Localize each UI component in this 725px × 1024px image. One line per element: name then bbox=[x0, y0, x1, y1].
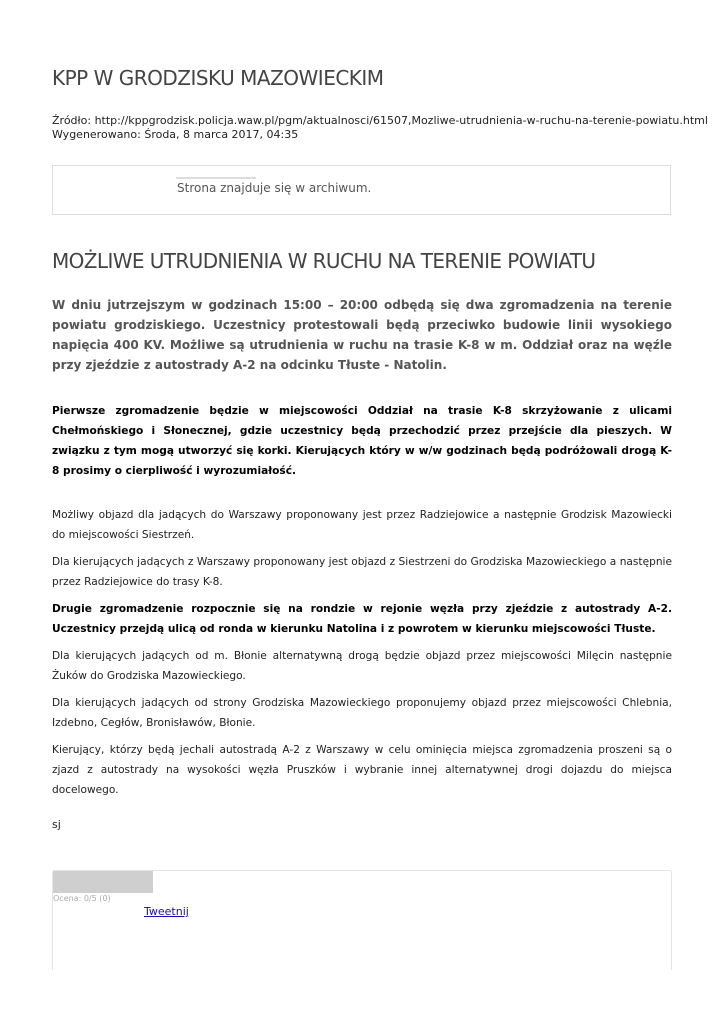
paragraph-5: Dla kierujących jadących od m. Błonie alternatywną drogą będzie objazd przez miejscowości Milęcin następnie Żuków do Grodziska Mazowieckiego. bbox=[52, 650, 672, 682]
archive-divider bbox=[176, 177, 256, 179]
paragraph-2: Możliwy objazd dla jadących do Warszawy proponowany jest przez Radziejowice a następnie Grodzisk Mazowiecki do miejscowości Siestrzeń. bbox=[52, 509, 672, 541]
generated-date: Wygenerowano: Środa, 8 marca 2017, 04:35 bbox=[52, 128, 299, 141]
rating-text: Ocena: 0/5 (0) bbox=[53, 894, 111, 903]
paragraph-6: Dla kierujących jadących od strony Grodziska Mazowieckiego proponujemy objazd przez miejscowości Chlebnia, Izdebno, Cegłów, Bronisławów, Błonie. bbox=[52, 697, 672, 729]
paragraph-3: Dla kierujących jadących z Warszawy proponowany jest objazd z Siestrzeni do Grodziska Mazowieckiego a następnie przez Radziejowice do trasy K-8. bbox=[52, 556, 672, 588]
paragraph-1: Pierwsze zgromadzenie będzie w miejscowości Oddział na trasie K-8 skrzyżowanie z ulicami Chełmońskiego i Słonecznej, gdzie uczestnicy będą przechodzić przez przejście dla pieszych. W związku z tym mogą utworzyć się korki. Kierujących który w w/w godzinach będą podróżowali drogą K-8 prosimy o cierpliwość i wyrozumiałość. bbox=[52, 405, 672, 477]
paragraph-4: Drugie zgromadzenie rozpocznie się na rondzie w rejonie węzła przy zjeździe z autostrady A-2. Uczestnicy przejdą ulicą od ronda w kierunku Natolina i z powrotem w kierunku miejscowości Tłuste. bbox=[52, 603, 672, 635]
site-title: KPP W GRODZISKU MAZOWIECKIM bbox=[52, 66, 384, 90]
author-signature: sj bbox=[52, 818, 61, 831]
paragraph-7: Kierujący, którzy będą jechali autostradą A-2 z Warszawy w celu ominięcia miejsca zgromadzenia proszeni są o zjazd z autostrady na wysokości węzła Pruszków i wybranie innej alternatywnej drogi dojazdu do miejsca docelowego. bbox=[52, 744, 672, 796]
article-lead: W dniu jutrzejszym w godzinach 15:00 – 20:00 odbędą się dwa zgromadzenia na terenie powiatu grodziskiego. Uczestnicy protestowali będą przeciwko budowie linii wysokiego napięcia 400 KV. Możliwe są utrudnienia w ruchu na trasie K-8 w m. Oddział oraz na węźle przy zjeździe z autostrady A-2 na odcinku Tłuste - Natolin. bbox=[52, 298, 672, 372]
article-title: MOŻLIWE UTRUDNIENIA W RUCHU NA TERENIE POWIATU bbox=[52, 249, 596, 273]
source-url: Źródło: http://kppgrodzisk.policja.waw.pl/pgm/aktualnosci/61507,Mozliwe-utrudnienia-w-ruchu-na-terenie-powiatu.html bbox=[52, 114, 708, 127]
archive-notice: Strona znajduje się w archiwum. bbox=[177, 181, 372, 195]
document-meta bbox=[52, 114, 708, 142]
archive-notice-box bbox=[52, 165, 671, 215]
rating-stars[interactable] bbox=[53, 871, 153, 893]
tweet-link[interactable]: Tweetnij bbox=[144, 905, 189, 918]
